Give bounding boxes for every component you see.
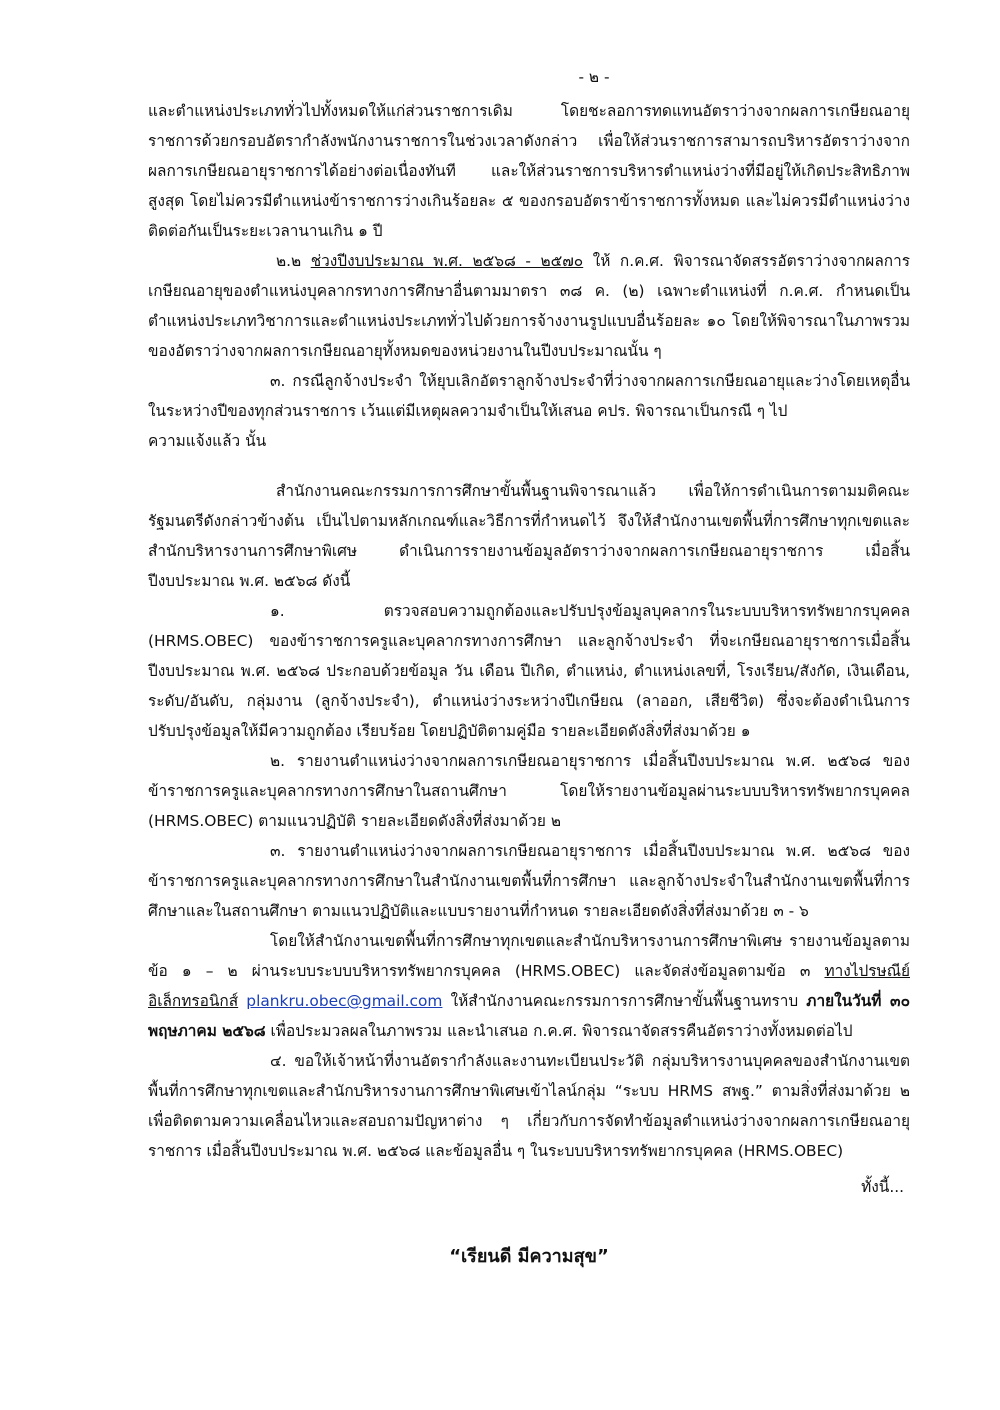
item-3: ๓. รายงานตำแหน่งว่างจากผลการเกษียณอายุราชการ เมื่อสิ้นปีงบประมาณ พ.ศ. ๒๕๖๘ ของข้าราชการครูและบุคลากรทางการศึกษาในสำนักงานเขตพื้นที่การศึกษา และลูกจ้างประจำในสำนักงานเขตพื้นที่การศึกษาและในสถานศึกษา ตามแนวปฏิบัติและแบบรายงานที่กำหนด รายละเอียดดังสิ่งที่ส่งมาด้วย ๓ - ๖ <box>148 842 910 920</box>
fiscal-period: ช่วงปีงบประมาณ พ.ศ. ๒๕๖๘ - ๒๕๗๐ <box>310 252 584 270</box>
section-number: ๒.๒ <box>276 252 302 270</box>
email-label: ทางไปรษณีย์อิเล็กทรอนิกส์ <box>148 962 910 1010</box>
paragraph-2-2-text: ให้ ก.ค.ศ. พิจารณาจัดสรรอัตราว่างจากผลการเกษียณอายุของตำแหน่งบุคลากรทางการศึกษาอื่นตามมาตรา ๓๘ ค. (๒) เฉพาะตำแหน่งที่ ก.ค.ศ. กำหนดเป็นตำแหน่งประเภทวิชาการและตำแหน่งประเภททั่วไปด้วยการจ้างงานรูปแบบอื่นร้อยละ ๑๐ โดยให้พิจารณาในภาพรวมของอัตราว่างจากผลการเกษียณอายุทั้งหมดของหน่วยงานในปีงบประมาณนั้น ๆ <box>148 252 910 360</box>
item-4: ๔. ขอให้เจ้าหน้าที่งานอัตรากำลังและงานทะเบียนประวัติ กลุ่มบริหารงานบุคคลของสำนักงานเขตพื้นที่การศึกษาทุกเขตและสำนักบริหารงานการศึกษาพิเศษเข้าไลน์กลุ่ม “ระบบ HRMS สพฐ.” ตามสิ่งที่ส่งมาด้วย ๒ เพื่อติดตามความเคลื่อนไหวและสอบถามปัญหาต่าง ๆ เกี่ยวกับการจัดทำข้อมูลตำแหน่งว่างจากผลการเกษียณอายุราชการ เมื่อสิ้นปีงบประมาณ พ.ศ. ๒๕๖๘ และข้อมูลอื่น ๆ ในระบบบริหารทรัพยากรบุคคล (HRMS.OBEC) <box>148 1052 910 1160</box>
report-text-2: ให้สำนักงานคณะกรรมการการศึกษาขั้นพื้นฐานทราบ <box>450 992 799 1010</box>
report-text-3: เพื่อประมวลผลในภาพรวม และนำเสนอ ก.ค.ศ. พิจารณาจัดสรรคืนอัตราว่างทั้งหมดต่อไป <box>270 1022 853 1040</box>
signoff: ทั้งนี้... <box>861 1178 904 1196</box>
closing-motto: “เรียนดี มีความสุข” <box>449 1246 609 1267</box>
report-paragraph <box>148 926 910 1046</box>
page-number: - ๒ - <box>578 68 610 86</box>
item-1: ๑. ตรวจสอบความถูกต้องและปรับปรุงข้อมูลบุคลากรในระบบบริหารทรัพยากรบุคคล (HRMS.OBEC) ของข้าราชการครูและบุคลากรทางการศึกษา และลูกจ้างประจำ ที่จะเกษียณอายุราชการเมื่อสิ้นปีงบประมาณ พ.ศ. ๒๕๖๘ ประกอบด้วยข้อมูล วัน เดือน ปีเกิด, ตำแหน่ง, ตำแหน่งเลขที่, โรงเรียน/สังกัด, เงินเดือน, ระดับ/อันดับ, กลุ่มงาน (ลูกจ้างประจำ), ตำแหน่งว่างระหว่างปีเกษียณ (ลาออก, เสียชีวิต) ซึ่งจะต้องดำเนินการปรับปรุงข้อมูลให้มีความถูกต้อง เรียบร้อย โดยปฏิบัติตามคู่มือ รายละเอียดดังสิ่งที่ส่งมาด้วย ๑ <box>148 602 910 740</box>
paragraph-obec: สำนักงานคณะกรรมการการศึกษาขั้นพื้นฐานพิจารณาแล้ว เพื่อให้การดำเนินการตามมติคณะรัฐมนตรีดังกล่าวข้างต้น เป็นไปตามหลักเกณฑ์และวิธีการที่กำหนดไว้ จึงให้สำนักงานเขตพื้นที่การศึกษาทุกเขตและสำนักบริหารงานการศึกษาพิเศษ ดำเนินการรายงานข้อมูลอัตราว่างจากผลการเกษียณอายุราชการ เมื่อสิ้นปีงบประมาณ พ.ศ. ๒๕๖๘ ดังนี้ <box>148 482 910 590</box>
report-text-1: โดยให้สำนักงานเขตพื้นที่การศึกษาทุกเขตและสำนักบริหารงานการศึกษาพิเศษ รายงานข้อมูลตามข้อ ๑ – ๒ ผ่านระบบระบบบริหารทรัพยากรบุคคล (HRMS.OBEC) และจัดส่งข้อมูลตามข้อ ๓ <box>148 932 910 980</box>
deadline: ภายในวันที่ ๓๐ พฤษภาคม ๒๕๖๘ <box>148 992 910 1040</box>
paragraph-intro: และตำแหน่งประเภททั่วไปทั้งหมดให้แก่ส่วนราชการเดิม โดยชะลอการทดแทนอัตราว่างจากผลการเกษียณอายุราชการด้วยกรอบอัตรากำลังพนักงานราชการในช่วงเวลาดังกล่าว เพื่อให้ส่วนราชการสามารถบริหารอัตราว่างจากผลการเกษียณอายุราชการได้อย่างต่อเนื่องทันที และให้ส่วนราชการบริหารตำแหน่งว่างที่มีอยู่ให้เกิดประสิทธิภาพสูงสุด โดยไม่ควรมีตำแหน่งข้าราชการว่างเกินร้อยละ ๕ ของกรอบอัตราข้าราชการทั้งหมด และไม่ควรมีตำแหน่งว่างติดต่อกันเป็นระยะเวลานานเกิน ๑ ปี <box>148 102 910 240</box>
notice-end: ความแจ้งแล้ว นั้น <box>148 432 267 450</box>
paragraph-2-2 <box>148 246 910 366</box>
item-2: ๒. รายงานตำแหน่งว่างจากผลการเกษียณอายุราชการ เมื่อสิ้นปีงบประมาณ พ.ศ. ๒๕๖๘ ของข้าราชการครูและบุคลากรทางการศึกษาในสถานศึกษา โดยให้รายงานข้อมูลผ่านระบบบริหารทรัพยากรบุคคล (HRMS.OBEC) ตามแนวปฏิบัติ รายละเอียดดังสิ่งที่ส่งมาด้วย ๒ <box>148 752 910 830</box>
paragraph-3: ๓. กรณีลูกจ้างประจำ ให้ยุบเลิกอัตราลูกจ้างประจำที่ว่างจากผลการเกษียณอายุและว่างโดยเหตุอื่นในระหว่างปีของทุกส่วนราชการ เว้นแต่มีเหตุผลความจำเป็นให้เสนอ คปร. พิจารณาเป็นกรณี ๆ ไป <box>148 372 910 420</box>
email-link[interactable]: plankru.obec@gmail.com <box>246 992 443 1010</box>
